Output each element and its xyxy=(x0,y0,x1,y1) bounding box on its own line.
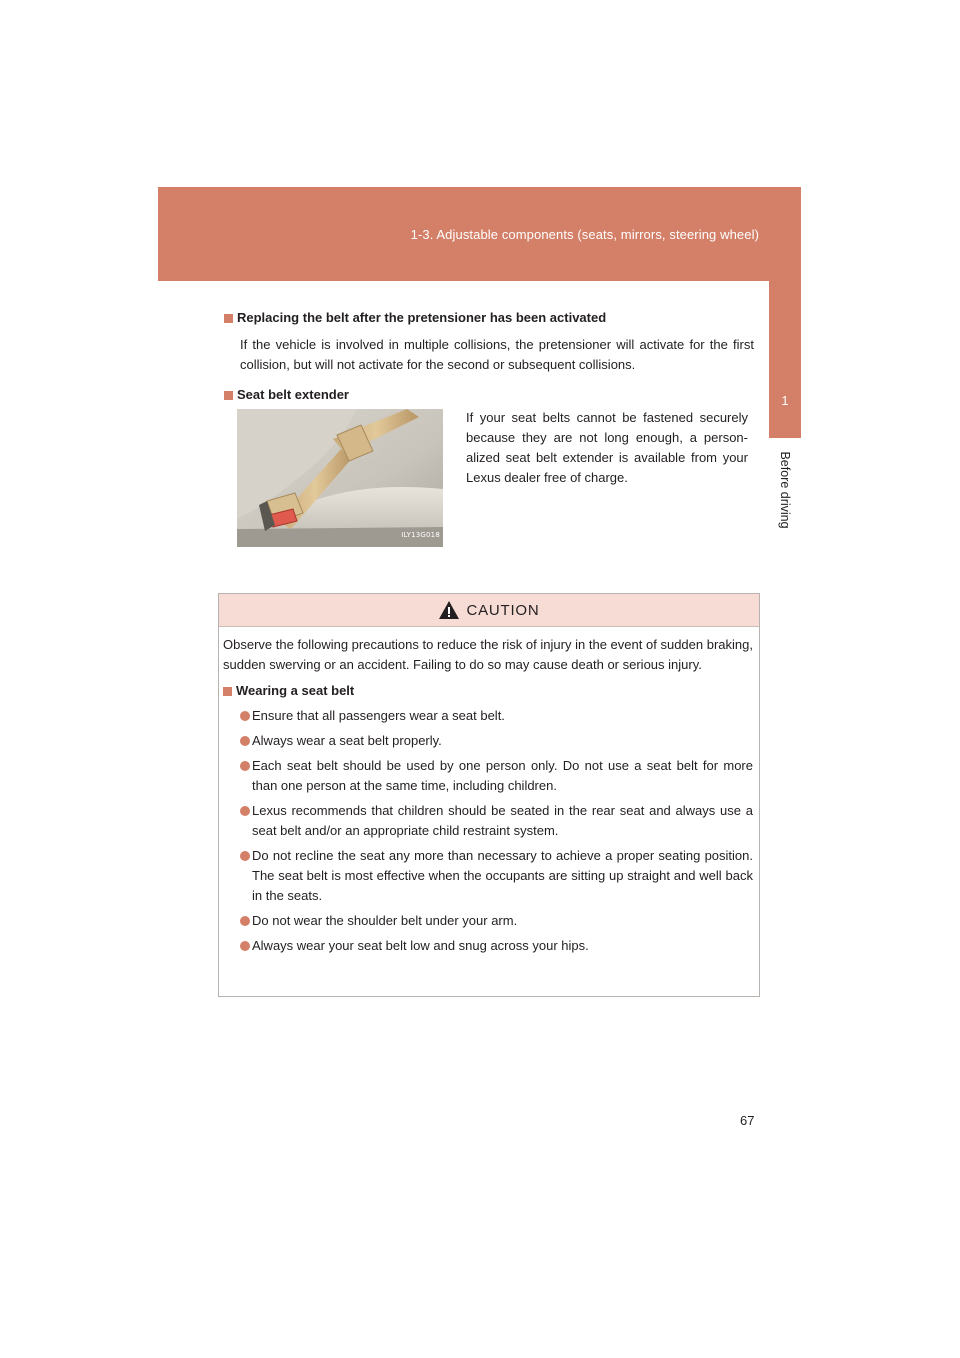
main-content xyxy=(224,308,754,559)
caution-item-text: Always wear a seat belt properly. xyxy=(252,733,442,748)
bullet-dot-icon xyxy=(240,916,250,926)
square-bullet-icon xyxy=(224,314,233,323)
bullet-dot-icon xyxy=(240,711,250,721)
section-heading-pretensioner xyxy=(224,308,754,328)
bullet-dot-icon xyxy=(240,851,250,861)
chapter-tab xyxy=(769,281,801,438)
section-title: 1-3. Adjustable components (seats, mirrors, steering wheel) xyxy=(410,227,759,242)
caution-list-item xyxy=(223,756,753,796)
caution-item-text: Do not recline the seat any more than necessary to achieve a proper seating position. The seat belt is most effective when the occupants are sitting up straight and well back in the seats. xyxy=(252,848,753,903)
caution-item-text: Ensure that all passengers wear a seat belt. xyxy=(252,708,505,723)
caution-item-text: Lexus recommends that children should be seated in the rear seat and always use a seat belt and/or an appropriate child restraint system. xyxy=(252,803,753,838)
caution-list-item xyxy=(223,731,753,751)
caution-header xyxy=(219,594,759,627)
caution-title: CAUTION xyxy=(466,601,540,619)
caution-list-item xyxy=(223,911,753,931)
section-header-band xyxy=(158,187,801,281)
caution-list-item xyxy=(223,801,753,841)
bullet-dot-icon xyxy=(240,736,250,746)
caution-item-text: Each seat belt should be used by one person only. Do not use a seat belt for more than one person at the same time, including children. xyxy=(252,758,753,793)
section-heading-extender xyxy=(224,385,754,405)
bullet-dot-icon xyxy=(240,761,250,771)
extender-block xyxy=(224,409,754,559)
caution-subheading xyxy=(223,681,753,701)
caution-list-item xyxy=(223,936,753,956)
bullet-dot-icon xyxy=(240,941,250,951)
bullet-dot-icon xyxy=(240,806,250,816)
square-bullet-icon xyxy=(224,391,233,400)
caution-item-text: Always wear your seat belt low and snug across your hips. xyxy=(252,938,589,953)
caution-item-text: Do not wear the shoulder belt under your arm. xyxy=(252,913,518,928)
page-number: 67 xyxy=(740,1113,755,1128)
section-heading-text: Replacing the belt after the pretensioner has been activated xyxy=(237,310,607,325)
section-paragraph: If the vehicle is involved in multiple collisions, the pretensioner will activate for the first collision, but will not activate for the second or subsequent collisions. xyxy=(240,337,754,372)
caution-intro: Observe the following precautions to reduce the risk of injury in the event of sudden braking, sudden swerving or an accident. Failing to do so may cause death or serious injury. xyxy=(223,637,753,672)
caution-subheading-text: Wearing a seat belt xyxy=(236,683,355,698)
caution-list xyxy=(223,706,753,956)
section-paragraph: If your seat belts cannot be fastened securely because they are not long enough, a person-alized seat belt extender is available from your Lexus dealer free of charge. xyxy=(466,410,748,485)
chapter-number: 1 xyxy=(781,393,789,408)
caution-box xyxy=(218,593,760,997)
section-heading-text: Seat belt extender xyxy=(237,387,349,402)
caution-list-item xyxy=(223,846,753,906)
square-bullet-icon xyxy=(223,687,232,696)
image-code: ILY13G018 xyxy=(401,531,440,539)
seat-belt-extender-photo xyxy=(237,409,443,547)
warning-triangle-icon xyxy=(438,600,460,620)
caution-list-item xyxy=(223,706,753,726)
chapter-label: Before driving xyxy=(778,451,792,529)
caution-body xyxy=(219,627,759,956)
